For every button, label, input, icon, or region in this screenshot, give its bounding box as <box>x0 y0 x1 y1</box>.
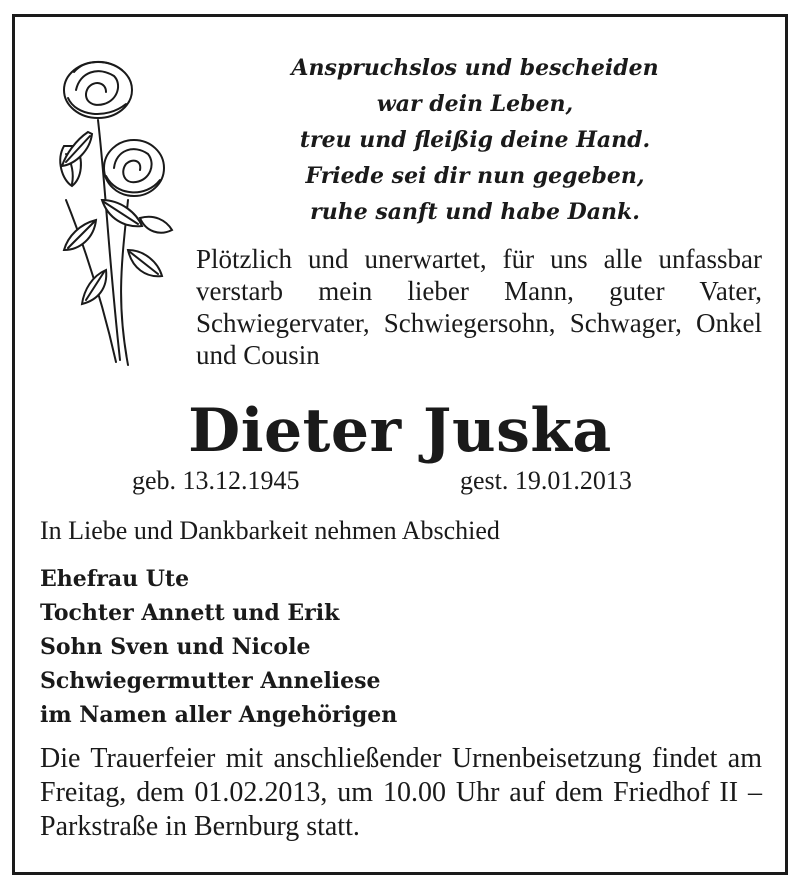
death-date: gest. 19.01.2013 <box>460 466 632 495</box>
poem-line: Friede sei dir nun gegeben, <box>305 163 645 189</box>
poem <box>200 50 750 230</box>
intro-text: Plötzlich und unerwartet, für uns alle unfassbar verstarb mein lieber Mann, guter Vater, Schwiegervater, Schwiegersohn, Schwager, Onkel und Cousin <box>196 244 762 370</box>
mourner-entry: Sohn Sven und Nicole <box>40 634 311 660</box>
poem-line: Anspruchslos und bescheiden <box>291 55 659 81</box>
mourner-entry: im Namen aller Angehörigen <box>40 702 398 728</box>
rose-illustration-icon <box>36 50 176 370</box>
service-info: Die Trauerfeier mit anschließender Urnenbeisetzung findet am Freitag, dem 01.02.2013, um 10.00 Uhr auf dem Friedhof II – Parkstraße in Bernburg statt. <box>40 743 762 842</box>
deceased-name: Dieter Juska <box>188 396 612 466</box>
poem-line: ruhe sanft und habe Dank. <box>310 199 640 225</box>
poem-line: war dein Leben, <box>376 91 574 117</box>
farewell-text: In Liebe und Dankbarkeit nehmen Abschied <box>40 516 500 545</box>
mourner-entry: Ehefrau Ute <box>40 566 190 592</box>
mourner-entry: Schwiegermutter Anneliese <box>40 668 381 694</box>
mourners-list <box>40 562 397 732</box>
poem-line: treu und fleißig deine Hand. <box>299 127 651 153</box>
birth-date: geb. 13.12.1945 <box>132 466 300 495</box>
mourner-entry: Tochter Annett und Erik <box>40 600 340 626</box>
